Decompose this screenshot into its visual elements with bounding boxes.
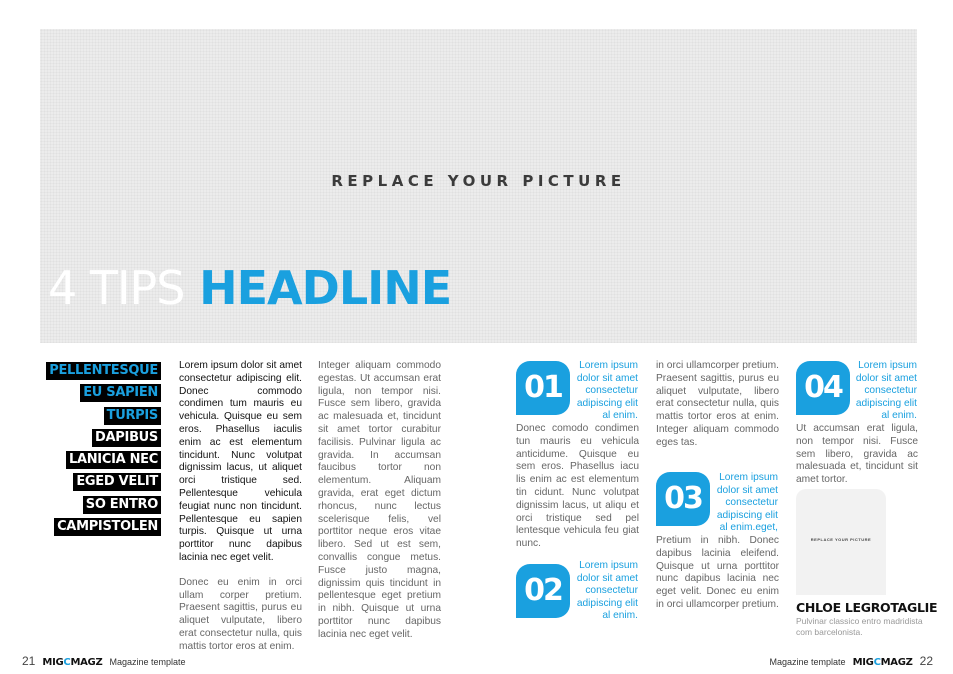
tag-item: EGED VELIT	[73, 473, 161, 491]
footer-right	[769, 654, 933, 668]
page-number: 22	[919, 654, 933, 668]
tip-number-badge: 01	[516, 361, 570, 415]
footer-left	[22, 654, 186, 668]
magazine-logo	[853, 657, 913, 668]
logo-part: MIG	[42, 657, 64, 668]
magazine-logo	[42, 657, 102, 668]
tag-item: PELLENTESQUE	[46, 362, 161, 380]
body-paragraph: Lorem ipsum dolor sit amet consectetur adipiscing elit. Donec commodo condimen tum mauris eu vehicula. Quisque eu sem eros. Phasellus iaculis enim ac est elementum tincidunt. Nunc volutpat dignissim lacus, ut aliquet orci tristique sed. Pellentesque vehicula feugiat nunc non tincidunt. Pellentesque eu sapien turpis. Quisque ut urna porttitor nunc dapibus lacinia nec eget velit.	[179, 360, 302, 563]
tip-title: Lorem ipsum dolor sit amet consectetur adipiscing elit al enim.eget,	[716, 472, 778, 533]
headline-bold: HEADLINE	[199, 261, 452, 315]
tag-list	[44, 362, 161, 540]
page-number: 21	[22, 654, 36, 668]
tip-number-badge: 04	[796, 361, 850, 415]
body-paragraph: Donec eu enim in orci ullam corper pretium. Praesent sagittis, purus eu aliquet vulputate, libero erat consectetur nulla, quis mattis tortor eros at enim.	[179, 576, 302, 652]
logo-part: C	[63, 657, 71, 668]
tag-item: EU SAPIEN	[80, 384, 161, 402]
tag-item: CAMPISTOLEN	[54, 518, 161, 536]
logo-part: MAGZ	[70, 657, 103, 668]
tip-title: Lorem ipsum dolor sit amet consectetur adipiscing elit al enim.	[576, 560, 638, 621]
tag-item: LANICIA NEC	[66, 451, 161, 469]
author-picture-placeholder	[796, 489, 886, 595]
page-headline	[48, 258, 451, 318]
replace-picture-text: REPLACE YOUR PICTURE	[810, 537, 872, 542]
tip-number-badge: 03	[656, 472, 710, 526]
text-column-1	[179, 360, 302, 666]
tip-title: Lorem ipsum dolor sit amet consectetur adipiscing elit al enim.	[576, 360, 638, 421]
author-name: CHLOE LEGROTAGLIE	[796, 600, 938, 615]
text-column-2	[318, 360, 441, 654]
author-subtitle: Pulvinar classico entro madridista com barcelonista.	[796, 616, 923, 637]
tip-title: Lorem ipsum dolor sit amet consectetur adipiscing elit al enim.	[855, 360, 917, 421]
body-paragraph: Integer aliquam commodo egestas. Ut accumsan erat ligula, non tempor nisi. Fusce sem libero, gravida ac malesuada et, tincidunt sit amet tortor curabitur facilisis. Pulvinar ligula ac gravida. In accumsan faucibus tortor non elementum. Aliquam gravida, erat eget dictum rhoncus, nunc lectus scelerisque felis, vel porttitor neque eros vitae libero. Sed ut est sem, convallis congue metus. Fusce justo magna, dignissim quis tincidunt in pellentesque eget pretium in nibh. Quisque ut urna porttitor nunc dapibus lacinia nec eget velit.	[318, 360, 441, 640]
logo-part: MAGZ	[880, 657, 913, 668]
tip-body: Donec comodo condimen tun mauris eu vehicula anticidume. Quisque eu sem eros. Phasellus iacu lis enim ac est elementum tin cidunt. Nunc volutpat dignissim lacus, ut aliqu et orci tristique sed pel lentesque vehicula feu giat nunc.	[516, 423, 639, 550]
logo-part: MIG	[852, 657, 874, 668]
tag-item: SO ENTRO	[83, 496, 161, 514]
footer-label: Magazine template	[769, 657, 846, 667]
headline-light: 4 TIPS	[48, 261, 185, 315]
logo-part: C	[873, 657, 881, 668]
tip-number-badge: 02	[516, 564, 570, 618]
replace-picture-text: REPLACE YOUR PICTURE	[331, 172, 626, 190]
tag-item: TURPIS	[104, 407, 161, 425]
text-column-4: in orci ullamcorper pretium. Praesent sagittis, purus eu aliquet vulputate, libero erat consectetur nulla, quis mattis tortor eros at enim. Integer aliquam commodo eges tas.	[656, 360, 779, 448]
tip-body: Pretium in nibh. Donec dapibus lacinia eleifend. Quisque ut urna porttitor nunc dapibus lacinia nec eget velit. Donec eu enim in orci ullamcorper pretium.	[656, 535, 779, 610]
footer-label: Magazine template	[109, 657, 186, 667]
tag-item: DAPIBUS	[92, 429, 161, 447]
tip-body: Ut accumsan erat ligula, non tempor nisi. Fusce sem libero, gravida ac malesuada et, tincidunt sit amet tortor.	[796, 423, 918, 486]
